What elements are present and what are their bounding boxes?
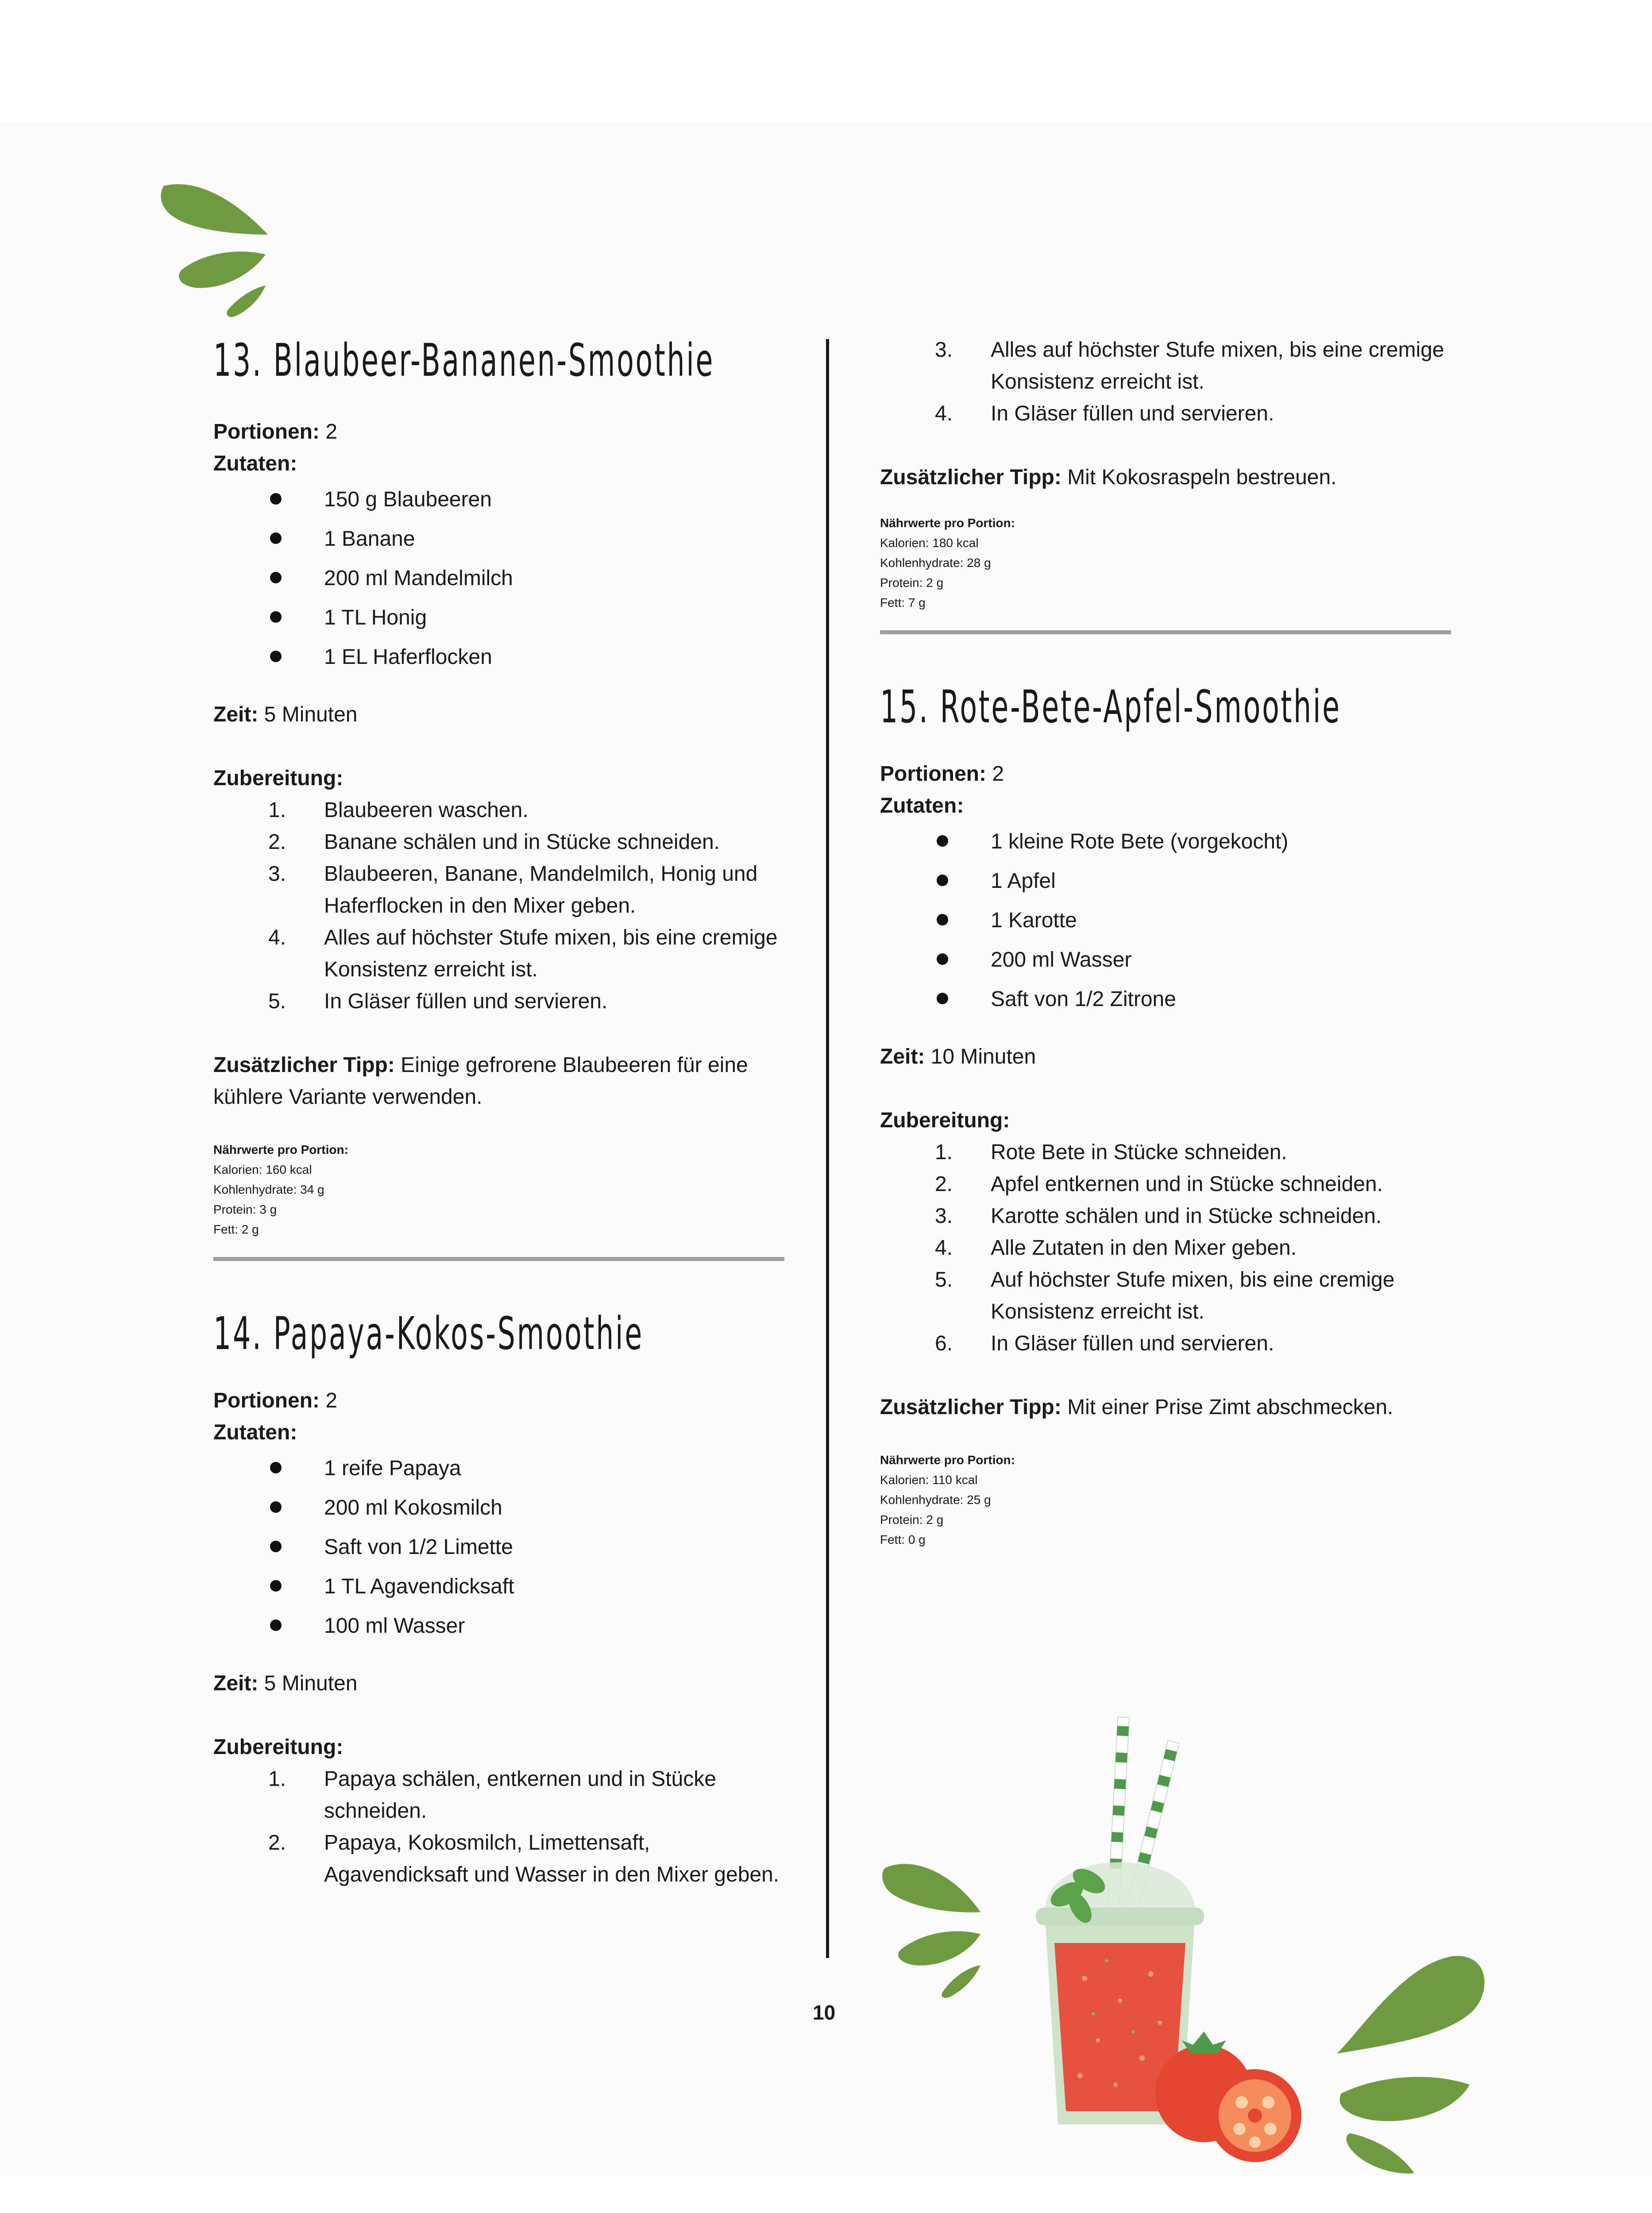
ingredients-label: Zutaten: (213, 1421, 297, 1444)
step-number: 2. (268, 1831, 286, 1854)
leaf-splash-icon (1324, 1952, 1492, 2186)
section-rule (880, 630, 1451, 634)
left-column (213, 328, 784, 1891)
list-item (213, 559, 784, 598)
servings-line (213, 1385, 784, 1417)
step-text: Blaubeeren, Banane, Mandelmilch, Honig und Haferflocken in den Mixer geben. (324, 862, 758, 918)
list-item (213, 1606, 784, 1646)
list-item (213, 598, 784, 637)
step-number: 1. (268, 1767, 286, 1791)
nutrition-item: Kohlenhydrate: 25 g (880, 1493, 991, 1507)
step-text: Papaya, Kokosmilch, Limettensaft, Agavendicksaft und Wasser in den Mixer geben. (324, 1831, 780, 1886)
tip-text: Einige gefrorene Blaubeeren für eine kühlere Variante verwenden. (213, 1053, 748, 1109)
step-number: 4. (935, 402, 953, 425)
list-item (213, 1763, 784, 1827)
bullet-icon (937, 953, 948, 965)
time-value: 10 Minuten (930, 1045, 1036, 1068)
bullet-icon (270, 1541, 282, 1552)
step-text: In Gläser füllen und servieren. (991, 402, 1274, 425)
step-number: 2. (268, 830, 286, 854)
step-number: 1. (268, 798, 286, 822)
nutrition-block (880, 513, 1451, 613)
recipe-name: Papaya-Kokos-Smoothie (273, 1307, 644, 1360)
list-item (880, 901, 1451, 940)
bullet-icon (937, 914, 948, 925)
ingredient-list (213, 1449, 784, 1646)
column-divider (826, 339, 829, 1958)
list-item (213, 1827, 784, 1891)
bullet-icon (270, 1501, 282, 1513)
recipe-name: Blaubeer-Bananen-Smoothie (273, 334, 715, 387)
list-item (880, 822, 1451, 861)
list-item (213, 986, 784, 1018)
tip-text: Mit einer Prise Zimt abschmecken. (1067, 1396, 1393, 1419)
tip-line (880, 1392, 1451, 1423)
step-text: Blaubeeren waschen. (324, 798, 529, 822)
ingredient-text: 1 reife Papaya (324, 1457, 461, 1480)
nutrition-block (880, 1450, 1451, 1550)
recipe-15 (880, 674, 1451, 1550)
ingredient-text: 200 ml Mandelmilch (324, 567, 513, 590)
leaf-splash-icon (159, 177, 274, 323)
recipe-title (213, 1301, 644, 1367)
recipe-number: 13. (213, 334, 263, 387)
list-item (880, 398, 1451, 430)
ingredients-label: Zutaten: (213, 452, 297, 475)
list-item (213, 1449, 784, 1488)
ingredient-text: 1 Banane (324, 527, 415, 551)
time-value: 5 Minuten (264, 703, 358, 726)
servings-value: 2 (325, 1389, 338, 1412)
step-text: Banane schälen und in Stücke schneiden. (324, 830, 720, 854)
time-label: Zeit: (880, 1045, 925, 1068)
step-number: 5. (935, 1268, 953, 1292)
step-text: Alle Zutaten in den Mixer geben. (991, 1236, 1297, 1260)
recipe-name: Rote-Bete-Apfel-Smoothie (940, 681, 1341, 733)
ingredient-text: Saft von 1/2 Limette (324, 1535, 513, 1559)
list-item (880, 861, 1451, 901)
bullet-icon (270, 532, 282, 544)
recipe-number: 15. (880, 681, 930, 733)
step-number: 3. (935, 338, 953, 362)
recipe-number: 14. (213, 1307, 263, 1360)
step-list (213, 794, 784, 1018)
list-item (880, 1200, 1451, 1232)
tip-label: Zusätzlicher Tipp: (213, 1053, 395, 1077)
tip-line (213, 1049, 784, 1113)
list-item (213, 826, 784, 858)
tip-text: Mit Kokosraspeln bestreuen. (1067, 466, 1337, 489)
recipe-14-continued (880, 334, 1451, 634)
recipe-title (213, 328, 715, 394)
time-line (213, 699, 784, 731)
step-number: 3. (935, 1204, 953, 1228)
nutrition-item: Kohlenhydrate: 34 g (213, 1183, 324, 1196)
step-number: 4. (268, 926, 286, 949)
step-list (213, 1763, 784, 1891)
list-item (880, 979, 1451, 1019)
time-value: 5 Minuten (264, 1672, 358, 1695)
recipe-title (880, 674, 1341, 740)
nutrition-item: Kohlenhydrate: 28 g (880, 556, 991, 570)
nutrition-heading: Nährwerte pro Portion: (880, 516, 1015, 530)
step-text: Alles auf höchster Stufe mixen, bis eine cremige Konsistenz erreicht ist. (991, 338, 1444, 393)
step-number: 3. (268, 862, 286, 886)
nutrition-item: Fett: 2 g (213, 1222, 259, 1236)
bullet-icon (270, 1462, 282, 1473)
list-item (880, 1328, 1451, 1360)
list-item (213, 1567, 784, 1606)
list-item (880, 940, 1451, 979)
step-text: Alles auf höchster Stufe mixen, bis eine cremige Konsistenz erreicht ist. (324, 926, 778, 981)
list-item (213, 519, 784, 559)
step-text: Papaya schälen, entkernen und in Stücke schneiden. (324, 1767, 716, 1823)
list-item (213, 637, 784, 677)
bullet-icon (270, 1619, 282, 1631)
servings-value: 2 (325, 420, 338, 443)
ingredient-list (880, 822, 1451, 1019)
servings-value: 2 (992, 762, 1004, 786)
list-item (213, 922, 784, 986)
step-number: 5. (268, 990, 286, 1013)
ingredient-text: Saft von 1/2 Zitrone (991, 987, 1176, 1011)
page-number: 10 (813, 2001, 836, 2024)
recipe-13 (213, 328, 784, 1261)
list-item (880, 1168, 1451, 1200)
section-rule (213, 1257, 784, 1261)
time-label: Zeit: (213, 703, 259, 726)
ingredient-text: 1 Karotte (991, 909, 1077, 932)
leaf-splash-icon (881, 1854, 987, 2001)
ingredient-text: 150 g Blaubeeren (324, 488, 492, 511)
tip-label: Zusätzlicher Tipp: (880, 1396, 1061, 1419)
servings-line (213, 416, 784, 448)
ingredient-text: 1 Apfel (991, 869, 1056, 893)
nutrition-item: Fett: 7 g (880, 596, 926, 609)
step-number: 2. (935, 1172, 953, 1196)
step-text: In Gläser füllen und servieren. (991, 1332, 1274, 1355)
ingredients-label: Zutaten: (880, 794, 964, 817)
tomato-icon (1151, 2027, 1310, 2169)
step-number: 4. (935, 1236, 953, 1260)
step-text: In Gläser füllen und servieren. (324, 990, 608, 1013)
step-text: Rote Bete in Stücke schneiden. (991, 1141, 1287, 1164)
step-text: Apfel entkernen und in Stücke schneiden. (991, 1172, 1383, 1196)
list-item (213, 794, 784, 826)
servings-label: Portionen: (213, 420, 320, 443)
nutrition-item: Protein: 2 g (880, 576, 944, 590)
ingredient-text: 1 EL Haferflocken (324, 645, 492, 669)
bullet-icon (270, 1580, 282, 1592)
nutrition-item: Fett: 0 g (880, 1533, 926, 1546)
step-number: 6. (935, 1332, 953, 1355)
tip-line (880, 462, 1451, 493)
step-text: Auf höchster Stufe mixen, bis eine cremige Konsistenz erreicht ist. (991, 1268, 1395, 1323)
bullet-icon (937, 993, 948, 1004)
step-list (880, 334, 1451, 430)
list-item (213, 1527, 784, 1567)
servings-label: Portionen: (880, 762, 986, 786)
ingredient-text: 100 ml Wasser (324, 1614, 465, 1638)
bullet-icon (270, 572, 282, 583)
ingredient-list (213, 480, 784, 677)
list-item (213, 480, 784, 519)
bullet-icon (270, 651, 282, 662)
ingredient-text: 1 TL Honig (324, 606, 427, 629)
list-item (880, 1232, 1451, 1264)
servings-label: Portionen: (213, 1389, 320, 1412)
step-text: Karotte schälen und in Stücke schneiden. (991, 1204, 1382, 1228)
nutrition-item: Kalorien: 180 kcal (880, 536, 979, 550)
time-label: Zeit: (213, 1672, 259, 1695)
list-item (880, 334, 1451, 398)
preparation-label: Zubereitung: (213, 767, 344, 790)
ingredient-text: 1 TL Agavendicksaft (324, 1575, 514, 1598)
nutrition-item: Kalorien: 160 kcal (213, 1163, 312, 1176)
list-item (213, 1488, 784, 1527)
servings-line (880, 758, 1451, 790)
ingredient-text: 1 kleine Rote Bete (vorgekocht) (991, 830, 1289, 853)
nutrition-heading: Nährwerte pro Portion: (880, 1453, 1015, 1467)
recipe-14 (213, 1301, 784, 1891)
ingredient-text: 200 ml Wasser (991, 948, 1132, 972)
nutrition-item: Protein: 3 g (213, 1203, 277, 1216)
tip-label: Zusätzlicher Tipp: (880, 466, 1061, 489)
list-item (880, 1137, 1451, 1168)
preparation-label: Zubereitung: (880, 1109, 1010, 1132)
nutrition-item: Kalorien: 110 kcal (880, 1473, 978, 1487)
time-line (880, 1041, 1451, 1073)
time-line (213, 1668, 784, 1700)
ingredient-text: 200 ml Kokosmilch (324, 1496, 502, 1519)
right-column (880, 334, 1451, 1550)
list-item (880, 1264, 1451, 1328)
bullet-icon (270, 493, 282, 505)
list-item (213, 858, 784, 922)
preparation-label: Zubereitung: (213, 1735, 344, 1759)
step-number: 1. (935, 1141, 953, 1164)
bullet-icon (270, 611, 282, 623)
bullet-icon (937, 835, 948, 847)
nutrition-item: Protein: 2 g (880, 1513, 944, 1527)
nutrition-block (213, 1140, 784, 1239)
nutrition-heading: Nährwerte pro Portion: (213, 1143, 348, 1157)
step-list (880, 1137, 1451, 1360)
bullet-icon (937, 875, 948, 886)
